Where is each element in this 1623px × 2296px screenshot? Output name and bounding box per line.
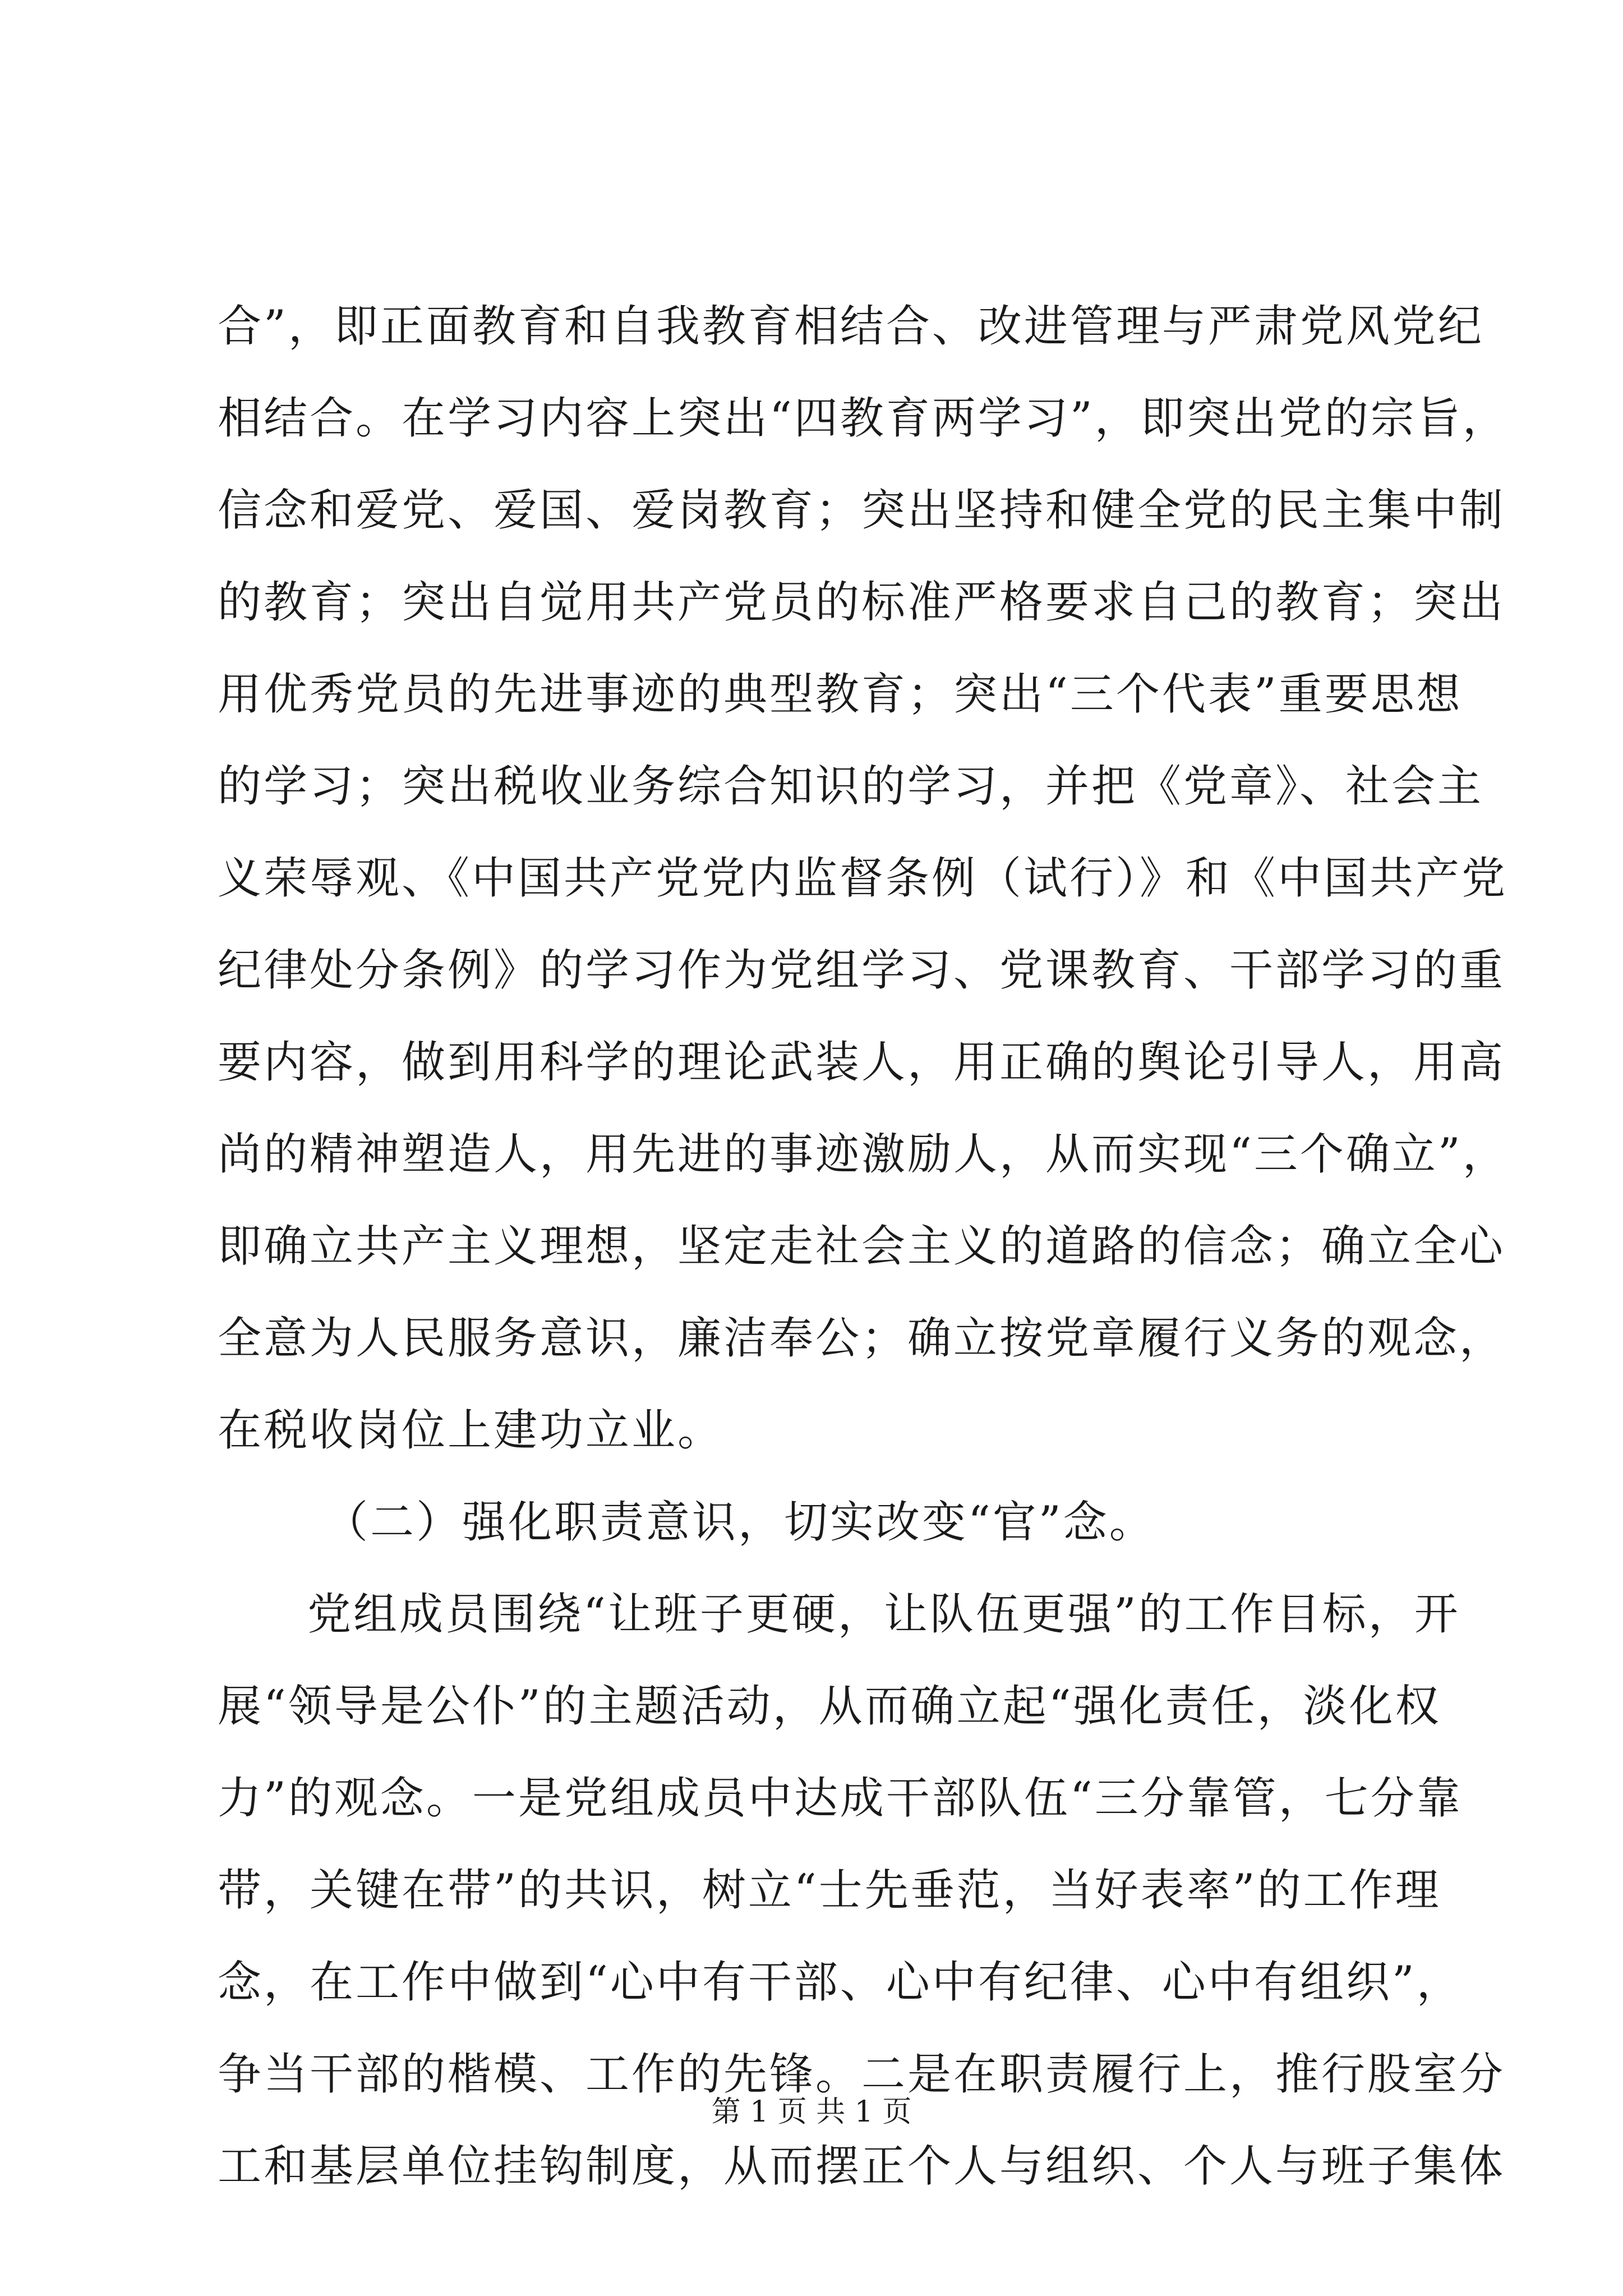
document-body — [218, 280, 1509, 2212]
text-line: 的教育；突出自觉用共产党员的标准严格要求自己的教育；突出 — [218, 577, 1506, 628]
paragraph-first-line: 党组成员围绕“让班子更硬，让队伍更强”的工作目标，开 — [307, 1589, 1460, 1640]
text-line: 用优秀党员的先进事迹的典型教育；突出“三个代表”重要思想 — [218, 669, 1463, 720]
text-line: 带，关键在带”的共识，树立“士先垂范，当好表率”的工作理 — [218, 1865, 1441, 1916]
text-line: 纪律处分条例》的学习作为党组学习、党课教育、干部学习的重 — [218, 945, 1506, 996]
text-line: 信念和爱党、爱国、爱岗教育；突出坚持和健全党的民主集中制 — [218, 485, 1506, 536]
section-heading: （二）强化职责意识，切实改变“官”念。 — [324, 1497, 1155, 1548]
paragraph-end-line: 在税收岗位上建功立业。 — [218, 1405, 724, 1456]
text-line: 义荣辱观、《中国共产党党内监督条例（试行）》和《中国共产党 — [218, 853, 1508, 904]
text-line: 相结合。在学习内容上突出“四教育两学习”，即突出党的宗旨， — [218, 393, 1509, 444]
text-line: 要内容，做到用科学的理论武装人，用正确的舆论引导人，用高 — [218, 1037, 1506, 1088]
text-line: 展“领导是公仆”的主题活动，从而确立起“强化责任，淡化权 — [218, 1681, 1441, 1732]
text-line: 争当干部的楷模、工作的先锋。二是在职责履行上，推行股室分 — [218, 2049, 1506, 2100]
text-line: 力”的观念。一是党组成员中达成干部队伍“三分靠管，七分靠 — [218, 1773, 1463, 1824]
text-line: 全意为人民服务意识，廉洁奉公；确立按党章履行义务的观念， — [218, 1313, 1506, 1364]
text-line: 尚的精神塑造人，用先进的事迹激励人，从而实现“三个确立”， — [218, 1129, 1509, 1180]
text-line: 的学习；突出税收业务综合知识的学习，并把《党章》、社会主 — [218, 761, 1484, 812]
text-line: 即确立共产主义理想，坚定走社会主义的道路的信念；确立全心 — [218, 1221, 1506, 1272]
text-line: 念，在工作中做到“心中有干部、心中有纪律、心中有组织”， — [218, 1957, 1463, 2008]
text-line: 工和基层单位挂钩制度，从而摆正个人与组织、个人与班子集体 — [218, 2141, 1506, 2192]
page-number-footer: 第 1 页 共 1 页 — [711, 2095, 912, 2129]
text-line: 合”，即正面教育和自我教育相结合、改进管理与严肃党风党纪 — [218, 301, 1484, 352]
